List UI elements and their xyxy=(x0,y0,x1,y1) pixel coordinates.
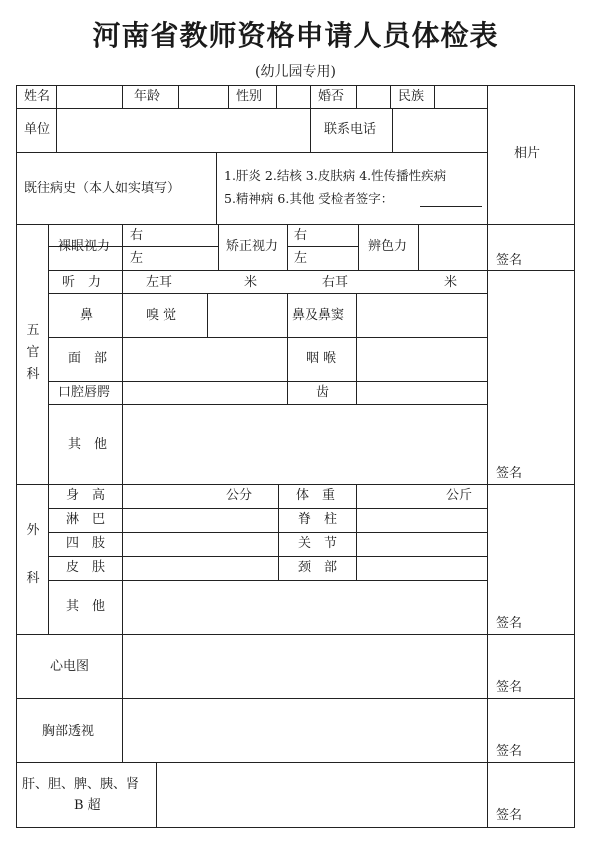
surgery-sign-label: 签名 xyxy=(496,616,523,631)
weight-label: 体 重 xyxy=(296,488,336,503)
naked-vision-left: 左 xyxy=(130,251,144,266)
right-ear-meter: 米 xyxy=(444,275,458,290)
patient-signature-field[interactable] xyxy=(420,190,482,207)
corrected-vision-left: 左 xyxy=(294,251,308,266)
photo-label: 相片 xyxy=(514,146,541,161)
spine-label: 脊 柱 xyxy=(298,512,338,527)
height-unit: 公分 xyxy=(226,488,253,503)
ecg-label: 心电图 xyxy=(50,659,90,674)
teeth-label: 齿 xyxy=(316,385,330,400)
age-label: 年龄 xyxy=(134,89,161,104)
lymph-label: 淋 巴 xyxy=(66,512,106,527)
history-label: 既往病史（本人如实填写） xyxy=(24,181,181,196)
face-label: 面 部 xyxy=(68,351,108,366)
facial-sign-label: 签名 xyxy=(496,466,523,481)
vision-sign-label: 签名 xyxy=(496,253,523,268)
weight-unit: 公斤 xyxy=(446,488,473,503)
age-field[interactable] xyxy=(180,90,226,106)
color-vision-label: 辨色力 xyxy=(368,239,408,254)
phone-label: 联系电话 xyxy=(324,122,377,137)
bultrasound-sign-label: 签名 xyxy=(496,808,523,823)
name-field[interactable] xyxy=(58,90,120,106)
left-ear-label: 左耳 xyxy=(146,275,173,290)
section-facial xyxy=(17,320,48,386)
unit-field[interactable] xyxy=(60,112,306,148)
unit-label: 单位 xyxy=(24,122,51,137)
facial-other-field[interactable] xyxy=(124,406,486,482)
section-facial-char-1: 五 xyxy=(26,323,40,338)
smell-label: 嗅 觉 xyxy=(146,308,177,323)
chest-label: 胸部透视 xyxy=(42,724,95,739)
right-ear-label: 右耳 xyxy=(322,275,349,290)
corrected-vision-right: 右 xyxy=(294,228,308,243)
phone-field[interactable] xyxy=(396,112,484,148)
gender-field[interactable] xyxy=(278,90,308,106)
ecg-sign-label: 签名 xyxy=(496,680,523,695)
section-facial-char-3: 科 xyxy=(26,367,40,382)
form-title: 河南省教师资格申请人员体检表 xyxy=(92,19,499,52)
history-options-line1: 1.肝炎 2.结核 3.皮肤病 4.性传播性疾病 xyxy=(224,168,447,183)
section-surgery-char-1: 外 xyxy=(26,523,40,538)
limbs-label: 四 肢 xyxy=(66,536,106,551)
surgery-other-field[interactable] xyxy=(124,582,486,632)
nose-label: 鼻 xyxy=(80,308,94,323)
skin-label: 皮 肤 xyxy=(66,560,106,575)
ethnicity-label: 民族 xyxy=(398,89,425,104)
ethnicity-field[interactable] xyxy=(436,90,484,106)
surgery-other-label: 其 他 xyxy=(66,599,106,614)
bultrasound-label-line1: 肝、胆、脾、胰、肾 xyxy=(22,777,140,792)
throat-label: 咽 喉 xyxy=(306,351,337,366)
marital-field[interactable] xyxy=(358,90,388,106)
ecg-result-field[interactable] xyxy=(124,638,486,696)
mouth-label: 口腔唇腭 xyxy=(58,385,111,400)
chest-result-field[interactable] xyxy=(124,700,486,760)
section-surgery-char-2: 科 xyxy=(26,571,40,586)
history-options-line2: 5.精神病 6.其他 受检者签字： xyxy=(224,191,394,206)
sinus-label: 鼻及鼻窦 xyxy=(292,308,345,323)
marital-label: 婚否 xyxy=(318,89,345,104)
facial-other-label: 其 他 xyxy=(68,437,108,452)
form-subtitle: (幼儿园专用) xyxy=(255,64,336,80)
naked-vision-right: 右 xyxy=(130,228,144,243)
gender-label: 性别 xyxy=(236,89,263,104)
name-label: 姓名 xyxy=(24,89,51,104)
chest-sign-label: 签名 xyxy=(496,744,523,759)
neck-label: 颈 部 xyxy=(298,560,338,575)
naked-vision-label: 裸眼视力 xyxy=(58,239,111,254)
bultrasound-label-line2: B 超 xyxy=(74,798,101,813)
section-facial-char-2: 官 xyxy=(26,345,40,360)
height-label: 身 高 xyxy=(66,488,106,503)
corrected-vision-label: 矫正视力 xyxy=(226,239,279,254)
hearing-label: 听 力 xyxy=(62,275,102,290)
left-ear-meter: 米 xyxy=(244,275,258,290)
bultrasound-result-field[interactable] xyxy=(158,764,486,826)
joints-label: 关 节 xyxy=(298,536,338,551)
section-surgery xyxy=(17,520,48,586)
